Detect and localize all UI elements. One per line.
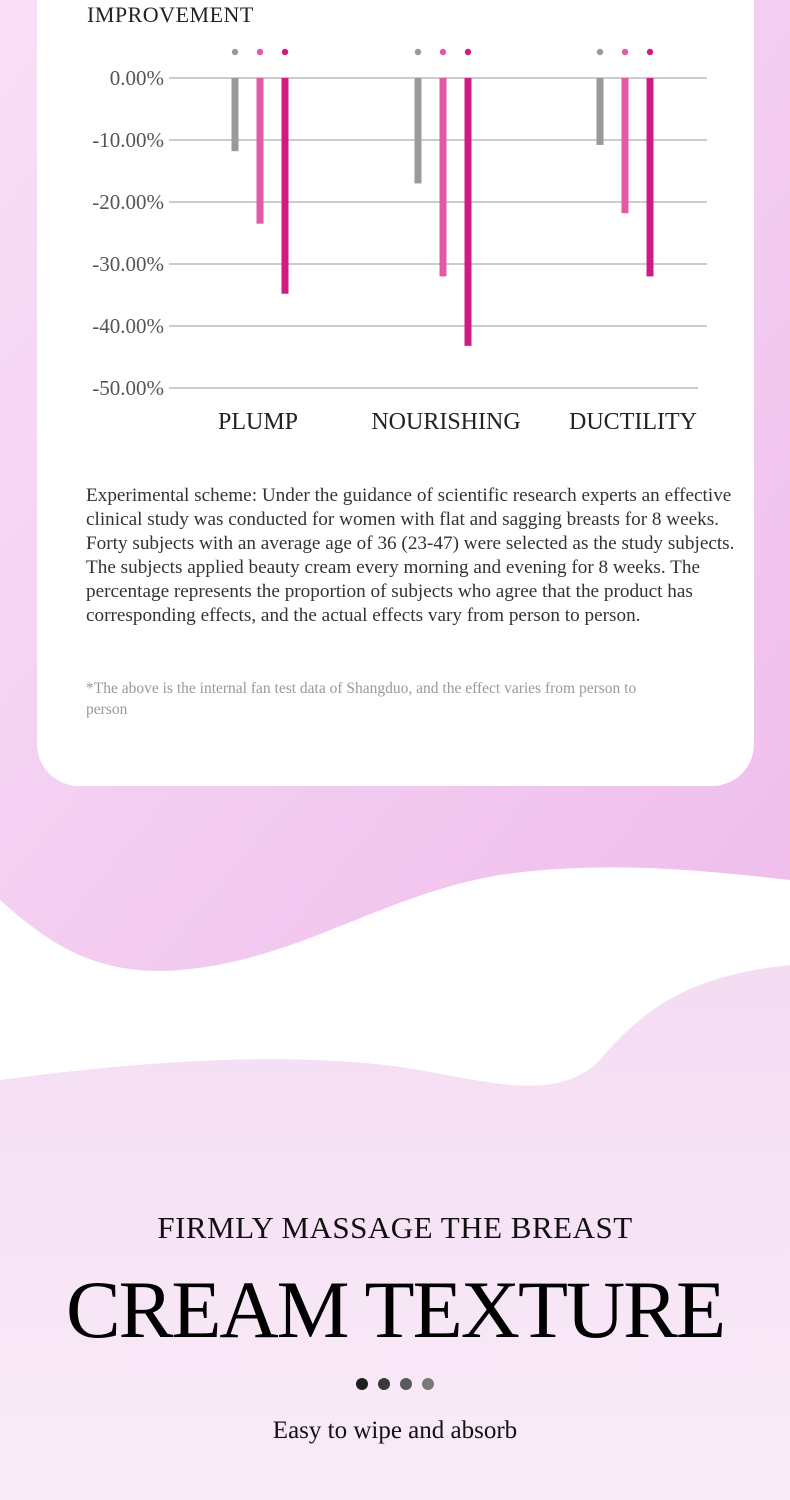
bar-top-dot [282, 49, 288, 55]
bar [232, 78, 239, 151]
bar [440, 78, 447, 276]
bar-chart [0, 0, 790, 440]
y-tick-label: -20.00% [92, 190, 164, 214]
disclaimer-note: *The above is the internal fan test data of Shangduo, and the effect varies from person to person [86, 680, 637, 718]
y-tick-label: -30.00% [92, 252, 164, 276]
category-label: NOURISHING [371, 409, 521, 435]
y-tick-label: -40.00% [92, 314, 164, 338]
y-tick-label: -10.00% [92, 128, 164, 152]
texture-subtitle: FIRMLY MASSAGE THE BREAST [157, 1210, 633, 1245]
y-tick-label: 0.00% [109, 66, 164, 90]
bar-top-dot [597, 49, 603, 55]
category-label: DUCTILITY [569, 409, 697, 435]
bar [282, 78, 289, 294]
y-tick-label: -50.00% [92, 376, 164, 400]
pagination-dots [0, 1378, 790, 1392]
pagination-dot [378, 1378, 390, 1390]
texture-title: CREAM TEXTURE [65, 1264, 725, 1355]
bar-top-dot [232, 49, 238, 55]
bar-top-dot [465, 49, 471, 55]
bar-top-dot [647, 49, 653, 55]
bar [257, 78, 264, 224]
bar-top-dot [415, 49, 421, 55]
bar-top-dot [622, 49, 628, 55]
category-label: PLUMP [217, 409, 299, 435]
texture-caption: Easy to wipe and absorb [272, 1417, 518, 1444]
bar [622, 78, 629, 213]
bar [415, 78, 422, 183]
pagination-dot [422, 1378, 434, 1390]
chart-title: IMPROVEMENT [87, 2, 254, 27]
experiment-description: Experimental scheme: Under the guidance of scientific research experts an effective clinical study was conducted for women with flat and sagging breasts for 8 weeks. Forty subjects with an average age of 36 (23-47) were selected as the study subjects. The subjects applied beauty cream every morning and evening for 8 weeks. The percentage represents the proportion of subjects who agree that the product has corresponding effects, and the actual effects vary from person to person. [86, 485, 735, 626]
pagination-dot [356, 1378, 368, 1390]
bar [647, 78, 654, 276]
pagination-dot [400, 1378, 412, 1390]
bar-top-dot [440, 49, 446, 55]
bar [597, 78, 604, 145]
bar [465, 78, 472, 346]
bar-top-dot [257, 49, 263, 55]
